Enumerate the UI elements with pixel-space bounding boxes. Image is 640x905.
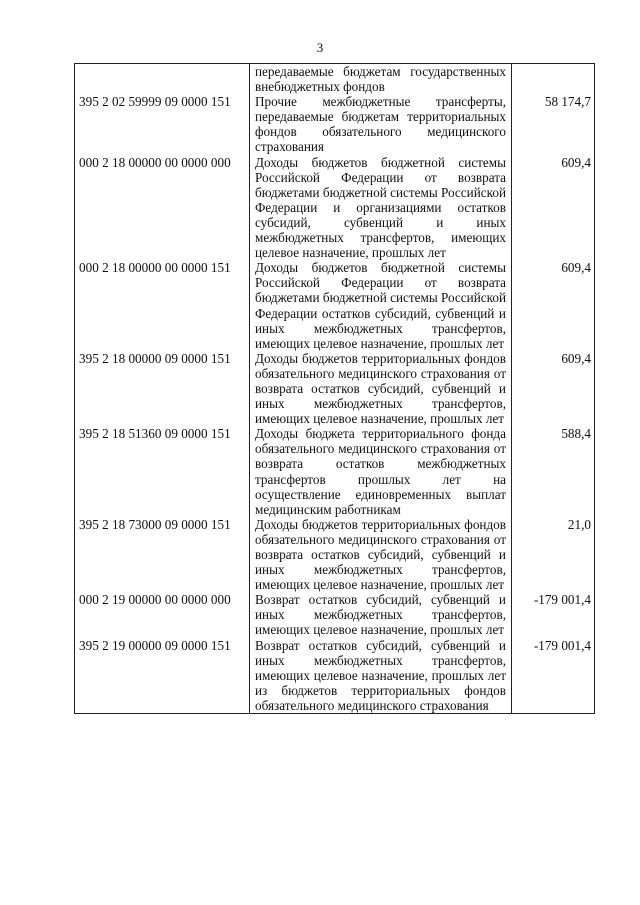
revenue-amount xyxy=(512,64,595,95)
budget-code: 395 2 18 51360 09 0000 151 xyxy=(75,426,250,517)
table-row xyxy=(75,426,595,517)
revenue-description: Прочие межбюджетные трансферты, передаваемые бюджетам территориальных фондов обязательного медицинского страхования xyxy=(250,94,512,154)
revenue-amount: 609,4 xyxy=(512,260,595,351)
revenue-description: Возврат остатков субсидий, субвенций и иных межбюджетных трансфертов, имеющих целевое назначение, прошлых лет из бюджетов территориальных фондов обязательного медицинского страхования xyxy=(250,638,512,714)
revenue-description: передаваемые бюджетам государственных внебюджетных фондов xyxy=(250,64,512,95)
revenue-amount: -179 001,4 xyxy=(512,638,595,714)
budget-code: 000 2 18 00000 00 0000 000 xyxy=(75,155,250,261)
revenue-description: Доходы бюджетов территориальных фондов обязательного медицинского страхования от возврата остатков субсидий, субвенций и иных межбюджетных трансфертов, имеющих целевое назначение, прошлых лет xyxy=(250,517,512,592)
revenue-description: Доходы бюджетов бюджетной системы Российской Федерации от возврата бюджетами бюджетной системы Российской Федерации остатков субсидий, субвенций и иных межбюджетных трансфертов, имеющих целевое назначение, прошлых лет xyxy=(250,260,512,351)
budget-code: 395 2 18 00000 09 0000 151 xyxy=(75,351,250,426)
revenue-amount: 609,4 xyxy=(512,351,595,426)
table-row xyxy=(75,351,595,426)
table-row xyxy=(75,592,595,637)
table-row xyxy=(75,155,595,261)
budget-code: 395 2 02 59999 09 0000 151 xyxy=(75,94,250,154)
table-row xyxy=(75,260,595,351)
revenue-amount: 609,4 xyxy=(512,155,595,261)
revenue-description: Возврат остатков субсидий, субвенций и иных межбюджетных трансфертов, имеющих целевое назначение, прошлых лет xyxy=(250,592,512,637)
budget-code xyxy=(75,64,250,95)
budget-code: 395 2 19 00000 09 0000 151 xyxy=(75,638,250,714)
revenue-amount: 588,4 xyxy=(512,426,595,517)
revenue-amount: -179 001,4 xyxy=(512,592,595,637)
revenue-amount: 21,0 xyxy=(512,517,595,592)
budget-code: 000 2 19 00000 00 0000 000 xyxy=(75,592,250,637)
budget-code: 000 2 18 00000 00 0000 151 xyxy=(75,260,250,351)
table-row xyxy=(75,94,595,154)
budget-code: 395 2 18 73000 09 0000 151 xyxy=(75,517,250,592)
table-row xyxy=(75,638,595,714)
revenue-description: Доходы бюджетов территориальных фондов обязательного медицинского страхования от возврата остатков субсидий, субвенций и иных межбюджетных трансфертов, имеющих целевое назначение, прошлых лет xyxy=(250,351,512,426)
budget-revenue-table xyxy=(74,63,595,714)
revenue-amount: 58 174,7 xyxy=(512,94,595,154)
table-row xyxy=(75,64,595,95)
revenue-description: Доходы бюджета территориального фонда обязательного медицинского страхования от возврата остатков межбюджетных трансфертов прошлых лет на осуществление единовременных выплат медицинским работникам xyxy=(250,426,512,517)
table-row xyxy=(75,517,595,592)
revenue-description: Доходы бюджетов бюджетной системы Российской Федерации от возврата бюджетами бюджетной системы Российской Федерации и организациями остатков субсидий, субвенций и иных межбюджетных трансфертов, имеющих целевое назначение, прошлых лет xyxy=(250,155,512,261)
page-number: 3 xyxy=(316,40,324,55)
